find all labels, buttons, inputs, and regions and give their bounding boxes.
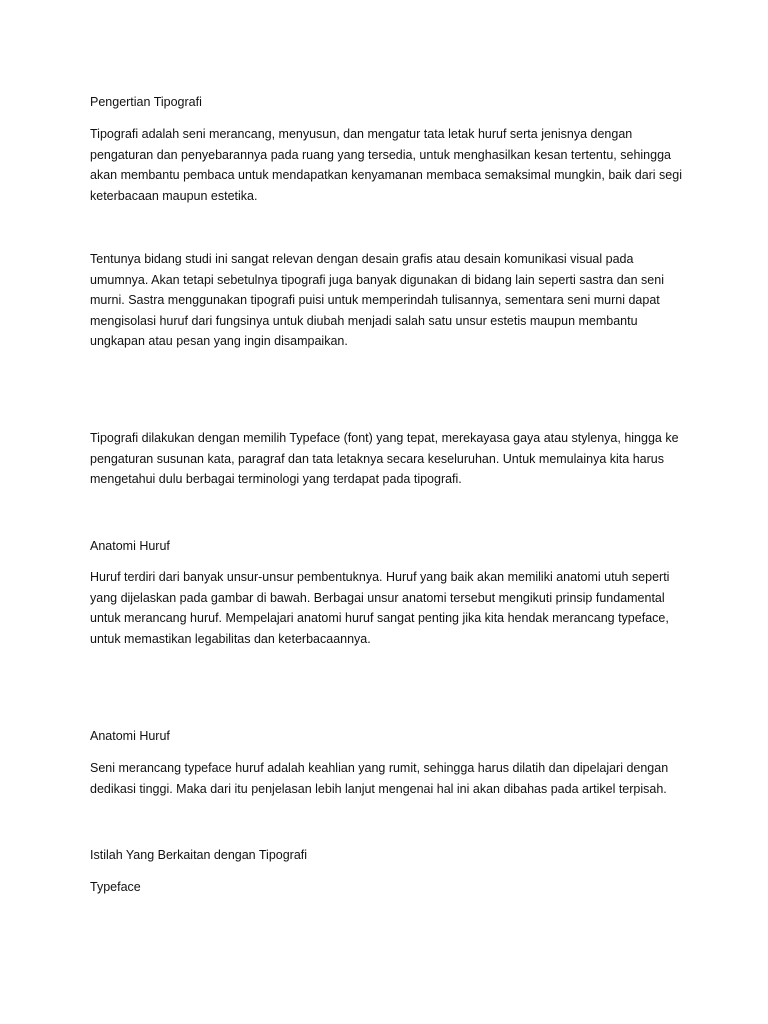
paragraph-anatomi-huruf: Huruf terdiri dari banyak unsur-unsur pembentuknya. Huruf yang baik akan memiliki anatomi utuh seperti yang dijelaskan pada gambar di bawah. Berbagai unsur anatomi tersebut mengikuti prinsip fundamental untuk merancang huruf. Mempelajari anatomi huruf sangat penting jika kita hendak merancang typeface, untuk memastikan legabilitas dan keterbacaannya. [90,570,670,646]
heading-typeface: Typeface [90,880,141,894]
paragraph-seni-merancang: Seni merancang typeface huruf adalah keahlian yang rumit, sehingga harus dilatih dan dipelajari dengan dedikasi tinggi. Maka dari itu penjelasan lebih lanjut mengenai hal ini akan dibahas pada artikel terpisah. [90,761,669,796]
paragraph-bidang-studi: Tentunya bidang studi ini sangat relevan dengan desain grafis atau desain komunikasi visual pada umumnya. Akan tetapi sebetulnya tipografi juga banyak digunakan di bidang lain seperti sastra dan seni murni. Sastra menggunakan tipografi puisi untuk memperindah tulisannya, sementara seni murni dapat mengisolasi huruf dari fungsinya untuk diubah menjadi salah satu unsur estetis maupun membantu ungkapan atau pesan yang ingin disampaikan. [90,252,664,348]
paragraph-definisi-tipografi: Tipografi adalah seni merancang, menyusun, dan mengatur tata letak huruf serta jenisnya dengan pengaturan dan penyebarannya pada ruang yang tersedia, untuk menghasilkan kesan tertentu, sehingga akan membantu pembaca untuk mendapatkan kenyamanan membaca semaksimal mungkin, baik dari segi keterbacaan maupun estetika. [90,127,682,203]
heading-istilah-tipografi: Istilah Yang Berkaitan dengan Tipografi [90,848,308,862]
paragraph-typeface-font: Tipografi dilakukan dengan memilih Typeface (font) yang tepat, merekayasa gaya atau stylenya, hingga ke pengaturan susunan kata, paragraf dan tata letaknya secara keseluruhan. Untuk memulainya kita harus mengetahui dulu berbagai terminologi yang terdapat pada tipografi. [90,431,679,486]
heading-pengertian-tipografi: Pengertian Tipografi [90,95,202,109]
heading-anatomi-huruf-2: Anatomi Huruf [90,729,170,743]
heading-anatomi-huruf: Anatomi Huruf [90,539,170,553]
